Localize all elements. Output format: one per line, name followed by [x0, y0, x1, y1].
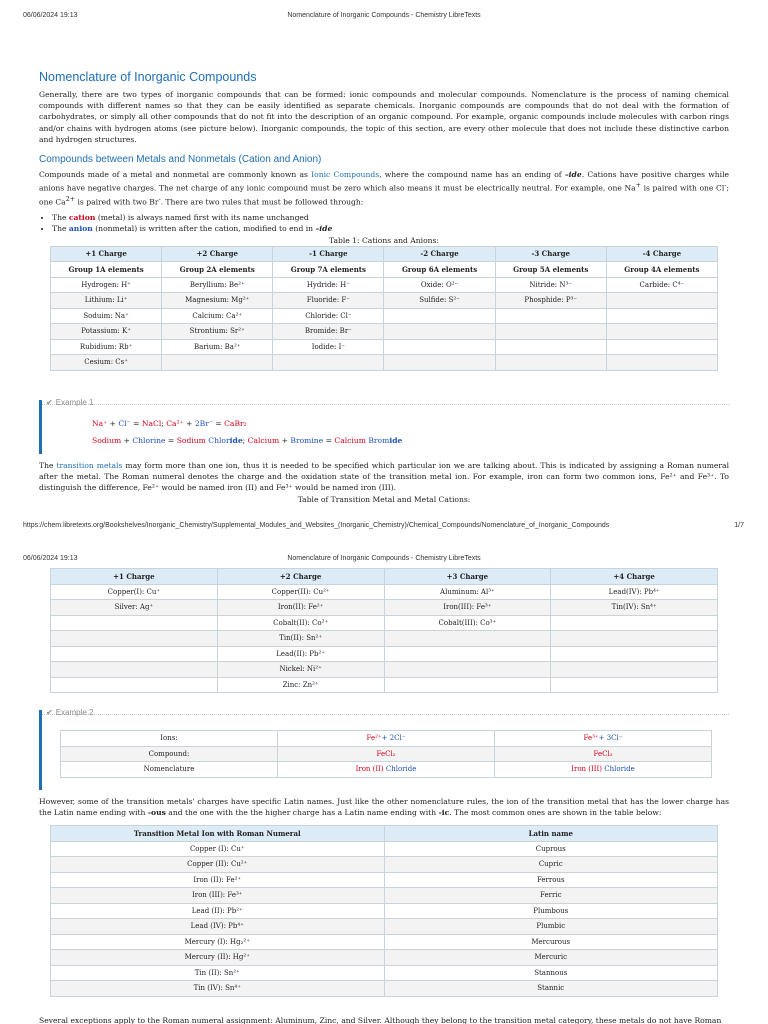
table-group-cell: Group 6A elements	[384, 262, 495, 278]
table-cell: Copper(II): Cu²⁺	[217, 584, 384, 600]
table-cell: Chloride: Cl⁻	[273, 308, 384, 324]
example2-term: + 2Cl⁻	[381, 734, 406, 743]
article-body	[39, 70, 729, 371]
table-row	[51, 965, 718, 981]
check-icon: ✔	[46, 708, 53, 717]
equation-term: NaCl	[141, 419, 162, 428]
equation-term: Cl⁻	[118, 419, 131, 428]
table-group-cell: Group 2A elements	[162, 262, 273, 278]
example2-cell-b	[495, 731, 712, 747]
equation-term: Sodium	[176, 436, 206, 445]
table-cell	[384, 308, 495, 324]
table-cell: Silver: Ag⁺	[51, 600, 218, 616]
table-cell: Lead(II): Pb²⁺	[217, 646, 384, 662]
table-cell: Hydride: H⁻	[273, 277, 384, 293]
table-cell: Mercurous	[384, 934, 718, 950]
example2-row	[61, 731, 712, 747]
check-icon: ✔	[46, 398, 53, 407]
table-row	[51, 646, 718, 662]
table-cell: Ferrous	[384, 872, 718, 888]
table-cell: Fluoride: F⁻	[273, 293, 384, 309]
table-row	[51, 903, 718, 919]
table-row	[51, 324, 718, 340]
ionic-paragraph: Compounds made of a metal and nonmetal are commonly known as Ionic Compounds, where the compound name has an ending of –ide. Cations have positive charges while anions have negative charges. The net charge of any ionic compound must be zero which also means it must be electrically neutral. For example, one Na+ is paired with one Cl-; one $Ca^{2+}$ is paired with two Br-. There are two rules that must be followed through:	[39, 170, 729, 207]
transition-paragraph: The transition metals may form more than one ion, thus it is needed to be specified which particular ion we are talking about. This is indicated by assigning a Roman numeral after the metal. The Roman numeral denotes the charge and the oxidation state of the transition metal ion. For example, iron can form two common ions, Fe²⁺ and Fe³⁺. To distinguish the difference, Fe²⁺ would be named iron (II) and Fe³⁺ would be named iron (III).	[39, 461, 729, 493]
table-row	[51, 888, 718, 904]
example2-term: Fe²⁺	[366, 734, 382, 743]
table-cell	[551, 662, 718, 678]
table-cell	[606, 324, 717, 340]
example2-table	[60, 730, 712, 778]
equation-term: Chlorine	[132, 436, 166, 445]
rule-cation: • The cation (metal) is always named first with its name unchanged	[52, 212, 729, 224]
rule-anion: • The anion (nonmetal) is written after the cation, modified to end in –ide	[52, 223, 729, 235]
table-cell: Tin(II): Sn²⁺	[217, 631, 384, 647]
example2-row	[61, 762, 712, 778]
table-cell	[51, 646, 218, 662]
table-cell: Iron(III): Fe³⁺	[384, 600, 551, 616]
table-cell	[51, 662, 218, 678]
equation-term: =	[165, 436, 177, 445]
equation-term: Calcium	[334, 436, 366, 445]
table-cell: Hydrogen: H⁺	[51, 277, 162, 293]
table-cell: Copper (I): Cu⁺	[51, 841, 385, 857]
table-header-cell: -4 Charge	[606, 246, 717, 262]
table1-caption: Table 1: Cations and Anions:	[328, 235, 439, 245]
table-cell: Cobalt(III): Co³⁺	[384, 615, 551, 631]
table-cell: Zinc: Zn²⁺	[217, 677, 384, 693]
equation-term: +	[183, 419, 195, 428]
table-cell: Lead (IV): Pb⁴⁺	[51, 919, 385, 935]
print-page-title: Nomenclature of Inorganic Compounds - Chemistry LibreTexts	[287, 12, 481, 19]
table-row	[51, 293, 718, 309]
table-cell: Lithium: Li⁺	[51, 293, 162, 309]
table-row	[51, 355, 718, 371]
table-row	[51, 277, 718, 293]
table-cell	[551, 646, 718, 662]
table-cell	[384, 355, 495, 371]
page-title: Nomenclature of Inorganic Compounds	[39, 70, 257, 84]
example2-box	[39, 710, 729, 790]
table-cell: Phosphide: P³⁻	[495, 293, 606, 309]
example2-term: FeCl₂	[376, 749, 396, 758]
table-cell	[384, 631, 551, 647]
table-row	[51, 662, 718, 678]
table-header-cell: +2 Charge	[162, 246, 273, 262]
table-cell	[384, 662, 551, 678]
table-cell	[273, 355, 384, 371]
equation-term: +	[121, 436, 133, 445]
table-header-cell: +1 Charge	[51, 569, 218, 585]
table-cell: Tin(IV): Sn⁴⁺	[551, 600, 718, 616]
table-cell	[551, 631, 718, 647]
table-cell	[606, 293, 717, 309]
example2-row	[61, 746, 712, 762]
table-cell: Plumbic	[384, 919, 718, 935]
equation-term: Calcium	[247, 436, 280, 445]
table-header-cell: -2 Charge	[384, 246, 495, 262]
equation-term: Ca²⁺	[166, 419, 184, 428]
equation-term: CaBr₂	[224, 419, 247, 428]
table-cell: Oxide: O²⁻	[384, 277, 495, 293]
table-row	[51, 308, 718, 324]
table-cell	[162, 355, 273, 371]
table-cell: Barium: Ba²⁺	[162, 339, 273, 355]
table-cell	[551, 615, 718, 631]
example1-equation	[92, 419, 247, 428]
example2-label: Ions:	[61, 731, 278, 747]
example2-cell-a	[278, 762, 495, 778]
table-cell	[495, 324, 606, 340]
table-group-cell: Group 7A elements	[273, 262, 384, 278]
table-header-cell: +3 Charge	[384, 569, 551, 585]
print-page-number: 1/7	[734, 522, 744, 529]
table-cell: Iron (III): Fe³⁺	[51, 888, 385, 904]
table-cell: Strontium: Sr²⁺	[162, 324, 273, 340]
example2-cell-a	[278, 746, 495, 762]
table-group-cell: Group 1A elements	[51, 262, 162, 278]
print-datetime: 06/06/2024 19:13	[23, 12, 78, 19]
table-row	[51, 631, 718, 647]
table-cell	[495, 339, 606, 355]
equation-term: Sodium	[92, 436, 122, 445]
table-cell: Soduim: Na⁺	[51, 308, 162, 324]
table-row	[51, 339, 718, 355]
table-cell	[606, 355, 717, 371]
naming-rules-list	[52, 212, 729, 235]
table-row	[51, 857, 718, 873]
table-cell: Magnesium: Mg²⁺	[162, 293, 273, 309]
table-header-cell: +4 Charge	[551, 569, 718, 585]
table-cell: Bromide: Br⁻	[273, 324, 384, 340]
transition-metal-cations-table	[50, 568, 718, 693]
table-row	[51, 872, 718, 888]
table-row	[51, 841, 718, 857]
table-cell	[495, 355, 606, 371]
table-header-cell: +1 Charge	[51, 246, 162, 262]
table-cell: Beryllium: Be²⁺	[162, 277, 273, 293]
table-cell	[51, 631, 218, 647]
example1-naming	[92, 436, 402, 445]
table-cell	[495, 308, 606, 324]
table-row	[51, 600, 718, 616]
equation-term: =	[212, 419, 225, 428]
equation-term: Brom	[365, 436, 390, 445]
table-header-cell: -1 Charge	[273, 246, 384, 262]
section-title: Compounds between Metals and Nonmetals (Cation and Anion)	[39, 154, 322, 166]
example2-term: Iron (II)	[355, 765, 384, 774]
ionic-compounds-link[interactable]: Ionic Compounds	[311, 170, 380, 180]
table-header-cell: Latin name	[384, 826, 718, 842]
table-cell: Cupric	[384, 857, 718, 873]
table-row	[51, 615, 718, 631]
table-cell: Aluminum: Al³⁺	[384, 584, 551, 600]
table-cell	[384, 339, 495, 355]
table-row	[51, 919, 718, 935]
table-cell: Nickel: Ni²⁺	[217, 662, 384, 678]
example1-box	[39, 400, 729, 454]
example1-title: Example 1	[55, 398, 94, 407]
table-cell: Iron(II): Fe²⁺	[217, 600, 384, 616]
example2-cell-b	[495, 746, 712, 762]
table-row	[51, 950, 718, 966]
example2-term: Fe³⁺	[583, 734, 599, 743]
table-group-cell: Group 5A elements	[495, 262, 606, 278]
example2-label: Nomenclature	[61, 762, 278, 778]
table-header-cell: +2 Charge	[217, 569, 384, 585]
table-cell	[51, 677, 218, 693]
example2-term: Iron (III)	[571, 765, 603, 774]
table-cell	[384, 677, 551, 693]
table-header-cell: -3 Charge	[495, 246, 606, 262]
table-cell: Iodide: I⁻	[273, 339, 384, 355]
transition-metals-link[interactable]: transition metals	[56, 461, 123, 470]
table-row	[51, 934, 718, 950]
equation-term: ide	[229, 436, 243, 445]
table-cell	[384, 646, 551, 662]
table-cell: Iron (II): Fe²⁺	[51, 872, 385, 888]
table-cell	[606, 339, 717, 355]
table-cell: Calcium: Ca²⁺	[162, 308, 273, 324]
table-cell: Stannous	[384, 965, 718, 981]
example2-label: Compound:	[61, 746, 278, 762]
equation-term: ide	[389, 436, 403, 445]
example2-title: Example 2	[55, 708, 94, 717]
table-cell: Plumbous	[384, 903, 718, 919]
table-cell: Lead (II): Pb²⁺	[51, 903, 385, 919]
table-cell: Ferric	[384, 888, 718, 904]
equation-term: 2Br⁻	[194, 419, 213, 428]
table-cell	[51, 615, 218, 631]
example2-term: Chloride	[602, 765, 635, 774]
equation-term: Na⁺	[92, 419, 108, 428]
example2-term: + 3Cl⁻	[598, 734, 623, 743]
cations-anions-table	[50, 246, 718, 371]
equation-term: +	[107, 419, 119, 428]
table-cell: Lead(IV): Pb⁴⁺	[551, 584, 718, 600]
equation-term: ;	[242, 436, 248, 445]
table-cell: Mercury (I): Hg₂²⁺	[51, 934, 385, 950]
table-cell	[606, 308, 717, 324]
table-cell	[384, 324, 495, 340]
table-cell: Tin (II): Sn²⁺	[51, 965, 385, 981]
latin-names-table	[50, 825, 718, 997]
table-cell: Rubidium: Rb⁺	[51, 339, 162, 355]
equation-term: Bromine	[290, 436, 324, 445]
example2-cell-a	[278, 731, 495, 747]
table-cell: Potassium: K⁺	[51, 324, 162, 340]
table-cell: Tin (IV): Sn⁴⁺	[51, 981, 385, 997]
table-cell: Stannic	[384, 981, 718, 997]
table-cell: Cobalt(II): Co²⁺	[217, 615, 384, 631]
equation-term: =	[323, 436, 335, 445]
table-header-cell: Transition Metal Ion with Roman Numeral	[51, 826, 385, 842]
table-row	[51, 584, 718, 600]
table-cell	[551, 677, 718, 693]
equation-term: =	[130, 419, 142, 428]
equation-term: Chlor	[205, 436, 230, 445]
equation-term: ;	[161, 419, 167, 428]
table-cell: Copper(I): Cu⁺	[51, 584, 218, 600]
table-row	[51, 981, 718, 997]
table-cell: Mercuric	[384, 950, 718, 966]
table-cell: Copper (II): Cu²⁺	[51, 857, 385, 873]
table-group-cell: Group 4A elements	[606, 262, 717, 278]
equation-term: +	[279, 436, 291, 445]
table2-caption: Table of Transition Metal and Metal Cations:	[297, 494, 471, 504]
latin-names-paragraph: However, some of the transition metals' charges have specific Latin names. Just like the other nomenclature rules, the ion of the transition metal that has the lower charge has the Latin name ending with -ous and the one with the the higher charge has a Latin name ending with -ic. The most common ones are shown in the table below:	[39, 797, 729, 818]
table-cell: Mercury (II): Hg²⁺	[51, 950, 385, 966]
print-url: https://chem.libretexts.org/Bookshelves/Inorganic_Chemistry/Supplemental_Modules_and_Websites_(Inorganic_Chemistry)/Chemical_Compounds/Nomenclature_of_Inorganic_Compounds	[23, 522, 610, 529]
table-cell: Cuprous	[384, 841, 718, 857]
table-cell: Cesium: Cs⁺	[51, 355, 162, 371]
exceptions-paragraph: Several exceptions apply to the Roman numeral assignment: Aluminum, Zinc, and Silver. Although they belong to the transition metal category, these metals do not have Roman	[39, 1016, 722, 1024]
table-cell: Sulfide: S²⁻	[384, 293, 495, 309]
example2-cell-b	[495, 762, 712, 778]
table-cell: Carbide: C⁴⁻	[606, 277, 717, 293]
table-row	[51, 677, 718, 693]
table-cell: Nitride: N³⁻	[495, 277, 606, 293]
example2-term: FeCl₃	[593, 749, 613, 758]
example2-term: Chloride	[383, 765, 417, 774]
intro-paragraph: Generally, there are two types of inorganic compounds that can be formed: ionic compounds and molecular compounds. Nomenclature is the process of naming chemical compounds with different names so that they can be easily identified as separate chemicals. Inorganic compounds are compounds that do not deal with the formation of carbohydrates, or simply all other compounds that do not fit into the description of an organic compound. For example, organic compounds include molecules with carbon rings and/or chains with hydrogen atoms (see picture below). Inorganic compounds, the topic of this section, are every other molecule that does not include these distinctive carbon and hydrogen structures.	[39, 90, 729, 144]
